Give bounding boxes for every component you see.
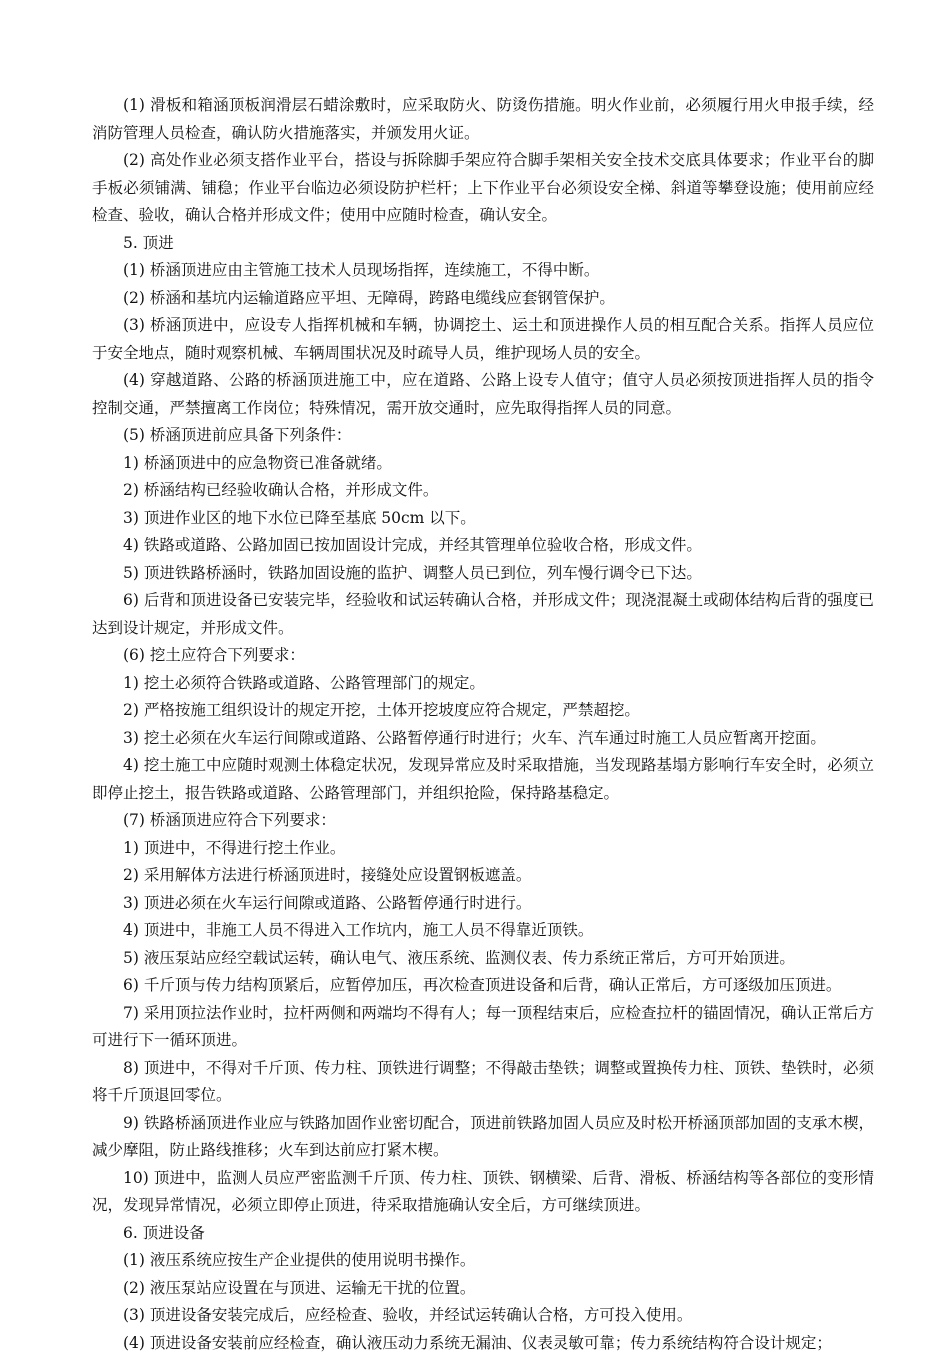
paragraph: (2) 液压泵站应设置在与顶进、运输无干扰的位置。 — [92, 1275, 874, 1303]
list-item: 2) 采用解体方法进行桥涵顶进时，接缝处应设置钢板遮盖。 — [92, 862, 874, 890]
list-item: 10) 顶进中，监测人员应严密监测千斤顶、传力柱、顶铁、钢横梁、后背、滑板、桥涵结构等各部位的变形情况，发现异常情况，必须立即停止顶进，待采取措施确认安全后，方可继续顶进。 — [92, 1165, 874, 1220]
paragraph: (3) 桥涵顶进中，应设专人指挥机械和车辆，协调挖土、运土和顶进操作人员的相互配合关系。指挥人员应位于安全地点，随时观察机械、车辆周围状况及时疏导人员，维护现场人员的安全。 — [92, 312, 874, 367]
list-item: 5) 液压泵站应经空载试运转，确认电气、液压系统、监测仪表、传力系统正常后，方可开始顶进。 — [92, 945, 874, 973]
paragraph: (4) 顶进设备安装前应经检查，确认液压动力系统无漏油、仪表灵敏可靠；传力系统结构符合设计规定； — [92, 1330, 874, 1357]
list-item: 6) 后背和顶进设备已安装完毕，经验收和试运转确认合格，并形成文件；现浇混凝土或砌体结构后背的强度已达到设计规定，并形成文件。 — [92, 587, 874, 642]
list-item: 3) 顶进作业区的地下水位已降至基底 50cm 以下。 — [92, 505, 874, 533]
list-item: 5) 顶进铁路桥涵时，铁路加固设施的监护、调整人员已到位，列车慢行调令已下达。 — [92, 560, 874, 588]
document-body — [92, 92, 874, 1357]
paragraph: (4) 穿越道路、公路的桥涵顶进施工中，应在道路、公路上设专人值守；值守人员必须按顶进指挥人员的指令控制交通，严禁擅离工作岗位；特殊情况，需开放交通时，应先取得指挥人员的同意。 — [92, 367, 874, 422]
paragraph: (3) 顶进设备安装完成后，应经检查、验收，并经试运转确认合格，方可投入使用。 — [92, 1302, 874, 1330]
list-item: 7) 采用顶拉法作业时，拉杆两侧和两端均不得有人；每一顶程结束后，应检查拉杆的锚固情况，确认正常后方可进行下一循环顶进。 — [92, 1000, 874, 1055]
list-item: 2) 严格按施工组织设计的规定开挖，土体开挖坡度应符合规定，严禁超挖。 — [92, 697, 874, 725]
list-item: 1) 桥涵顶进中的应急物资已准备就绪。 — [92, 450, 874, 478]
paragraph: (2) 桥涵和基坑内运输道路应平坦、无障碍，跨路电缆线应套钢管保护。 — [92, 285, 874, 313]
list-item: 1) 顶进中，不得进行挖土作业。 — [92, 835, 874, 863]
list-item: 3) 挖土必须在火车运行间隙或道路、公路暂停通行时进行；火车、汽车通过时施工人员应暂离开挖面。 — [92, 725, 874, 753]
list-item: 1) 挖土必须符合铁路或道路、公路管理部门的规定。 — [92, 670, 874, 698]
list-item: 8) 顶进中，不得对千斤顶、传力柱、顶铁进行调整；不得敲击垫铁；调整或置换传力柱、顶铁、垫铁时，必须将千斤顶退回零位。 — [92, 1055, 874, 1110]
list-item: 3) 顶进必须在火车运行间隙或道路、公路暂停通行时进行。 — [92, 890, 874, 918]
list-item: 4) 铁路或道路、公路加固已按加固设计完成，并经其管理单位验收合格，形成文件。 — [92, 532, 874, 560]
list-item: 6) 千斤顶与传力结构顶紧后，应暂停加压，再次检查顶进设备和后背，确认正常后，方可逐级加压顶进。 — [92, 972, 874, 1000]
section-heading-jacking: 5. 顶进 — [92, 230, 874, 258]
list-item: 4) 挖土施工中应随时观测土体稳定状况，发现异常应及时采取措施，当发现路基塌方影响行车安全时，必须立即停止挖土，报告铁路或道路、公路管理部门，并组织抢险，保持路基稳定。 — [92, 752, 874, 807]
paragraph: (6) 挖土应符合下列要求： — [92, 642, 874, 670]
paragraph: (5) 桥涵顶进前应具备下列条件： — [92, 422, 874, 450]
paragraph: (7) 桥涵顶进应符合下列要求： — [92, 807, 874, 835]
section-heading-jacking-equipment: 6. 顶进设备 — [92, 1220, 874, 1248]
list-item: 2) 桥涵结构已经验收确认合格，并形成文件。 — [92, 477, 874, 505]
paragraph: (1) 液压系统应按生产企业提供的使用说明书操作。 — [92, 1247, 874, 1275]
list-item: 4) 顶进中，非施工人员不得进入工作坑内，施工人员不得靠近顶铁。 — [92, 917, 874, 945]
paragraph-work-platform: (2) 高处作业必须支搭作业平台，搭设与拆除脚手架应符合脚手架相关安全技术交底具体要求；作业平台的脚手板必须铺满、铺稳；作业平台临边必须设防护栏杆；上下作业平台必须设安全梯、斜道等攀登设施；使用前应经检查、验收，确认合格并形成文件；使用中应随时检查，确认安全。 — [92, 147, 874, 230]
paragraph-fire-prevention: (1) 滑板和箱涵顶板润滑层石蜡涂敷时，应采取防火、防烫伤措施。明火作业前，必须履行用火申报手续，经消防管理人员检查，确认防火措施落实，并颁发用火证。 — [92, 92, 874, 147]
paragraph: (1) 桥涵顶进应由主管施工技术人员现场指挥，连续施工，不得中断。 — [92, 257, 874, 285]
list-item: 9) 铁路桥涵顶进作业应与铁路加固作业密切配合，顶进前铁路加固人员应及时松开桥涵顶部加固的支承木楔，减少摩阻，防止路线推移；火车到达前应打紧木楔。 — [92, 1110, 874, 1165]
